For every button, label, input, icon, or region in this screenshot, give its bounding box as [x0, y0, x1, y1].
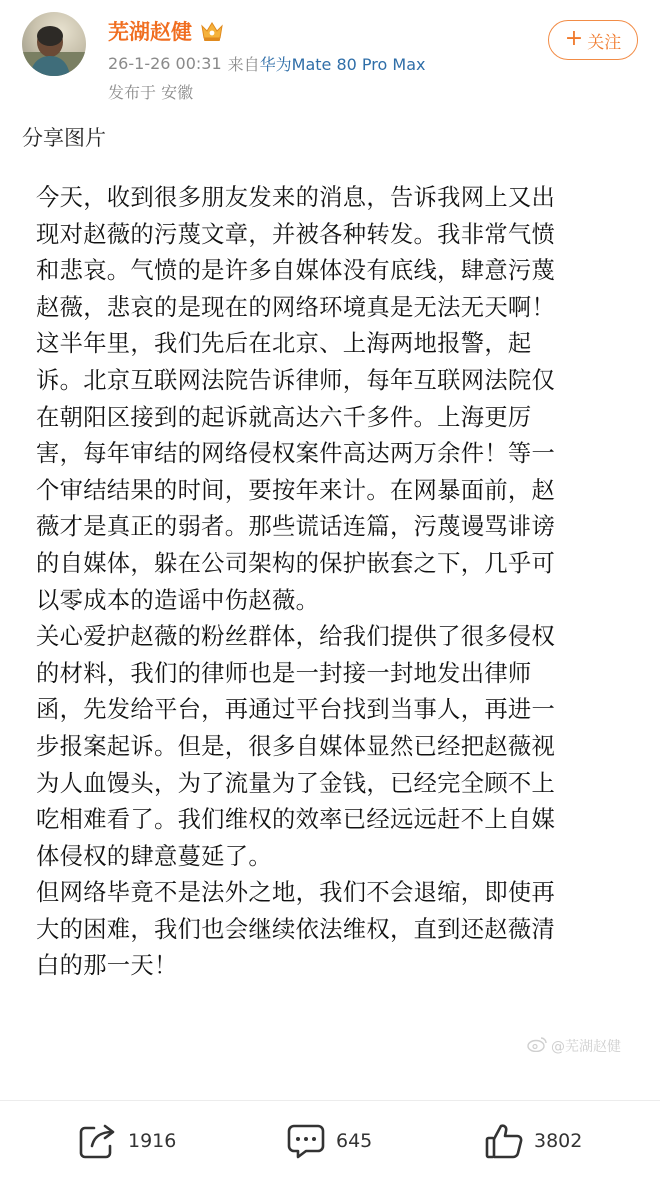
image-text-line: 以零成本的造谣中伤赵薇。	[36, 586, 320, 614]
image-text-line: 个审结结果的时间，要按年来计。在网暴面前，赵	[36, 476, 556, 504]
follow-label: 关注	[587, 32, 622, 53]
plus-icon: +	[564, 26, 584, 51]
follow-button[interactable]	[548, 20, 638, 60]
source-device-link[interactable]: 华为Mate 80 Pro Max	[259, 54, 426, 74]
post-timestamp: 26-1-26 00:31	[108, 53, 222, 73]
image-text-line: 今天，收到很多朋友发来的消息，告诉我网上又出	[36, 184, 556, 211]
source-prefix: 来自	[227, 54, 260, 74]
image-text-line: 诉。北京互联网法院告诉律师，每年互联网法院仅	[36, 366, 556, 394]
image-text-line: 大的困难，我们也会继续依法维权，直到还赵薇清	[36, 915, 556, 943]
comment-icon	[286, 1122, 326, 1160]
comment-count: 645	[336, 1130, 373, 1152]
image-text-line: 吃相难看了。我们维权的效率已经远远赶不上自媒	[36, 806, 556, 834]
share-arrow-icon	[78, 1122, 118, 1160]
image-text-line: 的材料，我们的律师也是一封接一封地发出律师	[36, 659, 532, 687]
image-watermark	[527, 1034, 621, 1058]
thumbs-up-icon	[484, 1121, 524, 1161]
image-text-line: 和悲哀。气愤的是许多自媒体没有底线，肆意污蔑	[36, 257, 556, 285]
comment-button[interactable]	[286, 1119, 372, 1163]
image-text-line: 赵薇，悲哀的是现在的网络环境真是无法无天啊！	[36, 293, 556, 321]
image-text-line: 害，每年审结的网络侵权案件高达两万余件！等一	[36, 440, 556, 468]
weibo-logo-icon	[527, 1036, 547, 1056]
post-meta	[108, 52, 425, 74]
watermark-text: @芜湖赵健	[551, 1039, 621, 1055]
image-text-line: 但网络毕竟不是法外之地，我们不会退缩，即使再	[36, 879, 556, 907]
author-name[interactable]: 芜湖赵健	[108, 20, 192, 44]
avatar[interactable]	[22, 12, 86, 76]
image-text-line: 这半年里，我们先后在北京、上海两地报警，起	[36, 330, 532, 358]
repost-button[interactable]	[78, 1119, 176, 1163]
repost-count: 1916	[128, 1130, 177, 1152]
image-text-line: 现对赵薇的污蔑文章，并被各种转发。我非常气愤	[36, 220, 556, 248]
post-header	[0, 0, 660, 112]
like-count: 3802	[534, 1130, 583, 1152]
image-text-line: 的自媒体，躲在公司架构的保护嵌套之下，几乎可	[36, 549, 556, 577]
image-text-line: 关心爱护赵薇的粉丝群体，给我们提供了很多侵权	[36, 623, 556, 651]
image-text-line: 体侵权的肆意蔓延了。	[36, 842, 272, 870]
post-location: 发布于 安徽	[108, 83, 194, 102]
image-text-line: 薇才是真正的弱者。那些谎话连篇，污蔑谩骂诽谤	[36, 513, 556, 541]
image-text-block	[36, 180, 632, 985]
image-text-line: 函，先发给平台，再通过平台找到当事人，再进一	[36, 696, 556, 724]
image-text-line: 步报案起诉。但是，很多自媒体显然已经把赵薇视	[36, 732, 556, 760]
vip-crown-icon	[200, 20, 224, 42]
post-text: 分享图片	[22, 126, 106, 150]
like-button[interactable]	[484, 1119, 582, 1163]
image-text-line: 在朝阳区接到的起诉就高达六千多件。上海更厉	[36, 403, 532, 431]
post-image[interactable]	[22, 164, 638, 1074]
action-bar	[0, 1101, 660, 1188]
image-text-line: 白的那一天！	[36, 952, 178, 980]
image-text-line: 为人血馒头，为了流量为了金钱，已经完全顾不上	[36, 769, 556, 797]
avatar-image	[22, 12, 86, 76]
author-name-row[interactable]	[108, 16, 224, 46]
